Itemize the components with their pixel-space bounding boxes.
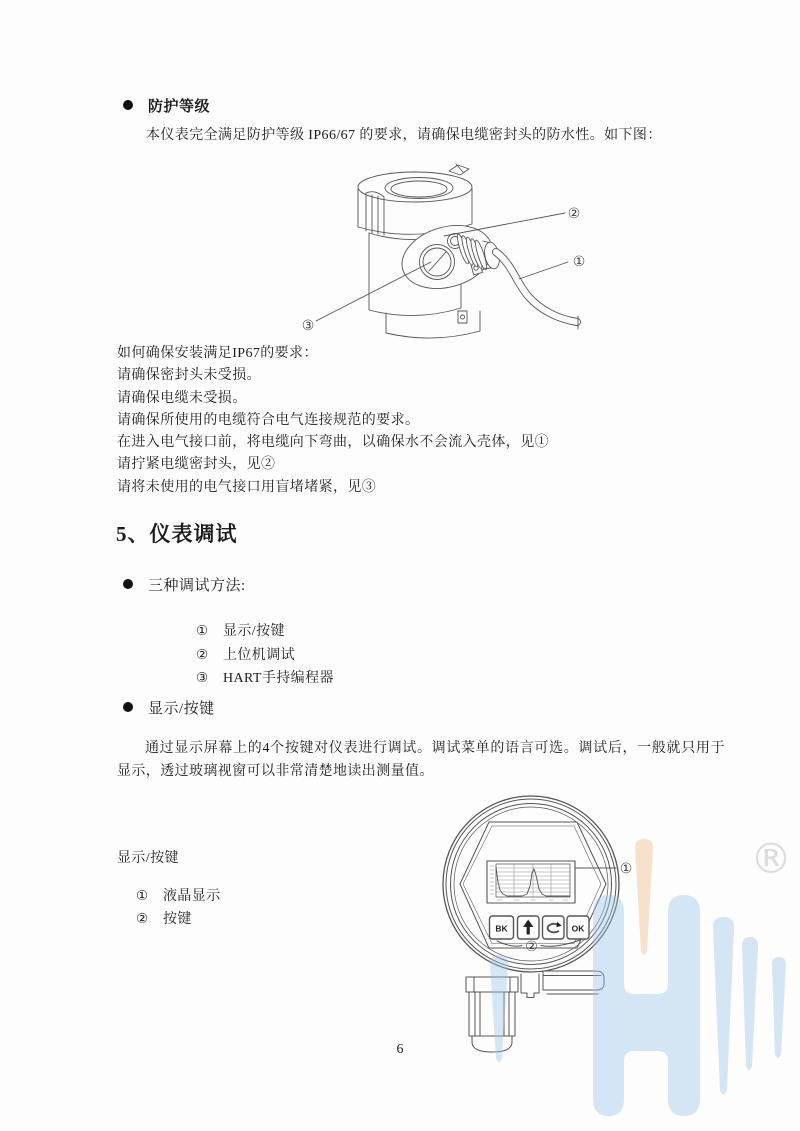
figure-transmitter-side-view [285, 156, 605, 352]
keypad-button-cycle [543, 916, 565, 939]
list-label: 上位机调试 [223, 647, 295, 663]
display-keys-title-row [123, 697, 215, 718]
section-heading-commissioning: 5、仪表调试 [116, 522, 238, 546]
requirement-line: 请确保电缆未受损。 [117, 390, 247, 406]
display-keys-paragraph: 通过显示屏幕上的4个按键对仪表进行调试。调试菜单的语言可选。调试后，一般就只用于显示，透过玻璃视窗可以非常清楚地读出测量值。 [117, 741, 725, 779]
ip67-requirements [117, 343, 549, 499]
list-label: HART手持编程器 [223, 671, 334, 686]
display-keys-title: 显示/按键 [148, 701, 215, 717]
protection-section-title-row [123, 95, 210, 116]
methods-title: 三种调试方法: [148, 578, 246, 594]
blind-plug [420, 245, 455, 280]
list-item [196, 667, 334, 691]
lcd-display [487, 861, 575, 903]
requirement-line: 请确保所使用的电缆符合电气连接规范的要求。 [117, 412, 420, 428]
bullet-icon [123, 100, 133, 110]
protection-section-title: 防护等级 [148, 99, 211, 115]
list-marker: ① [196, 623, 209, 639]
keypad-button-ok-label: OK [571, 923, 585, 934]
page-number: 6 [396, 1042, 404, 1057]
requirement-line: 如何确保安装满足IP67的要求： [117, 346, 318, 361]
bottom-tab [521, 974, 539, 998]
bullet-icon [123, 579, 133, 589]
figure1-label-gland: ② [567, 206, 581, 222]
list-label: 显示/按键 [223, 624, 285, 639]
requirement-line: 请将未使用的电气接口用盲堵堵紧，见③ [117, 479, 377, 495]
list-item [136, 885, 221, 908]
list-label: 液晶显示 [163, 889, 221, 904]
registered-trademark-icon: ® [750, 834, 792, 883]
bullet-icon [123, 702, 133, 712]
figure1-label-blind-plug: ③ [301, 318, 315, 334]
cable [496, 252, 578, 329]
methods-title-row [123, 574, 246, 595]
figure1-label-cable: ① [572, 254, 586, 270]
side-flange [543, 971, 604, 994]
leader-line-blind-plug [316, 262, 431, 321]
list-item [196, 620, 334, 644]
figure-display-front-view [430, 788, 645, 1058]
display-parts-list [136, 885, 221, 931]
keypad-button-bk-label: BK [495, 923, 508, 934]
requirement-line: 在进入电气接口前，将电缆向下弯曲，以确保水不会流入壳体，见① [117, 435, 549, 451]
requirement-line: 请确保密封头未受损。 [117, 368, 261, 384]
list-marker: ① [136, 888, 149, 904]
requirement-line: 请拧紧电缆密封头，见② [117, 457, 276, 473]
leader-line-gland [444, 213, 565, 236]
list-label: 按键 [163, 912, 192, 927]
figure2-caption: 显示/按键 [117, 851, 179, 866]
list-marker: ③ [196, 670, 209, 686]
protection-intro-text: 本仪表完全满足防护等级 IP66/67 的要求，请确保电缆密封头的防水性。如下图： [146, 128, 662, 143]
housing-clip [449, 164, 469, 175]
methods-list [196, 620, 334, 691]
list-item [136, 908, 221, 931]
figure2-label-lcd: ① [619, 861, 633, 877]
list-marker: ② [196, 646, 209, 663]
list-item [196, 644, 334, 668]
figure2-label-keys: ② [525, 939, 538, 955]
leader-line-cable [519, 262, 568, 279]
list-marker: ② [136, 911, 149, 927]
bottom-cable-gland [466, 977, 518, 1052]
